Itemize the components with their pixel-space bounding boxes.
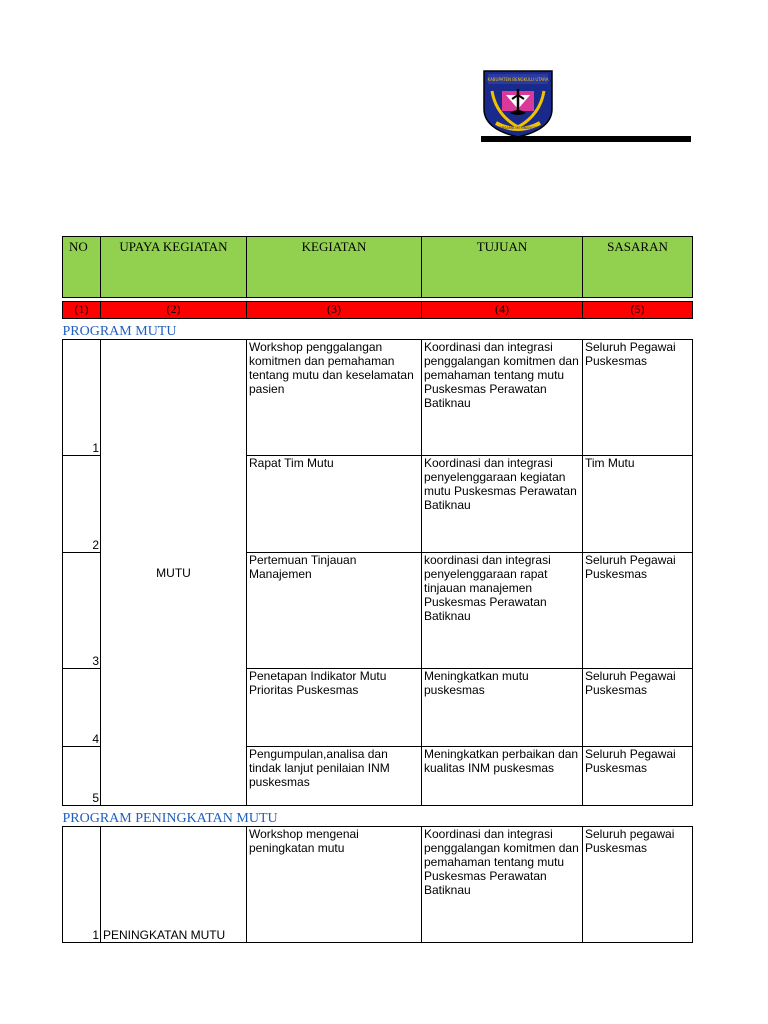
column-number: (2): [101, 302, 247, 319]
header-sasaran: SASARAN: [583, 237, 693, 298]
tujuan-cell: Koordinasi dan integrasi penyelenggaraan kegiatan mutu Puskesmas Perawatan Batiknau: [422, 456, 583, 553]
sasaran-cell: Seluruh Pegawai Puskesmas: [583, 747, 693, 806]
district-emblem: [482, 69, 554, 139]
section-title-row: [63, 319, 693, 340]
kegiatan-cell: Rapat Tim Mutu: [247, 456, 422, 553]
header-no: NO: [63, 237, 101, 298]
tujuan-cell: Meningkatkan mutu puskesmas: [422, 669, 583, 747]
table-row: [63, 827, 693, 943]
tujuan-cell: koordinasi dan integrasi penyelenggaraan rapat tinjauan manajemen Puskesmas Perawatan Batiknau: [422, 553, 583, 669]
header-upaya-kegiatan: UPAYA KEGIATAN: [101, 237, 247, 298]
row-number: 5: [63, 747, 101, 806]
sasaran-cell: Seluruh Pegawai Puskesmas: [583, 669, 693, 747]
section-title: PROGRAM PENINGKATAN MUTU: [62, 811, 278, 826]
tujuan-cell: Meningkatkan perbaikan dan kualitas INM puskesmas: [422, 747, 583, 806]
column-number-row: [63, 302, 693, 319]
column-number: (5): [583, 302, 693, 319]
row-number: 3: [63, 553, 101, 669]
kegiatan-cell: Pertemuan Tinjauan Manajemen: [247, 553, 422, 669]
row-number: 2: [63, 456, 101, 553]
header-kegiatan: KEGIATAN: [247, 237, 422, 298]
column-number: (3): [247, 302, 422, 319]
kegiatan-cell: Penetapan Indikator Mutu Prioritas Puskesmas: [247, 669, 422, 747]
column-number: (4): [422, 302, 583, 319]
kegiatan-cell: Workshop penggalangan komitmen dan pemahaman tentang mutu dan keselamatan pasien: [247, 340, 422, 456]
sasaran-cell: Seluruh Pegawai Puskesmas: [583, 553, 693, 669]
kegiatan-cell: Workshop mengenai peningkatan mutu: [247, 827, 422, 943]
section-title-row: [63, 806, 693, 827]
tujuan-cell: Koordinasi dan integrasi penggalangan komitmen dan pemahaman tentang mutu Puskesmas Perawatan Batiknau: [422, 340, 583, 456]
sasaran-cell: Seluruh pegawai Puskesmas: [583, 827, 693, 943]
emblem-bottom-text: BERSAMA MEMBANGUN: [497, 126, 539, 130]
header-tujuan: TUJUAN: [422, 237, 583, 298]
row-number: 4: [63, 669, 101, 747]
header-divider: [481, 136, 691, 142]
column-number: (1): [63, 302, 101, 319]
sasaran-cell: Seluruh Pegawai Puskesmas: [583, 340, 693, 456]
row-number: 1: [63, 827, 101, 943]
sasaran-cell: Tim Mutu: [583, 456, 693, 553]
kegiatan-cell: Pengumpulan,analisa dan tindak lanjut penilaian INM puskesmas: [247, 747, 422, 806]
table-header-row: [63, 237, 693, 298]
program-table: [62, 236, 693, 943]
upaya-kegiatan-cell: PENINGKATAN MUTU: [101, 827, 247, 943]
tujuan-cell: Koordinasi dan integrasi penggalangan komitmen dan pemahaman tentang mutu Puskesmas Perawatan Batiknau: [422, 827, 583, 943]
row-number: 1: [63, 340, 101, 456]
emblem-top-text: KABUPATEN BENGKULU UTARA: [487, 77, 549, 82]
table-row: [63, 340, 693, 456]
section-title: PROGRAM MUTU: [62, 324, 177, 339]
upaya-kegiatan-cell: MUTU: [101, 340, 247, 806]
